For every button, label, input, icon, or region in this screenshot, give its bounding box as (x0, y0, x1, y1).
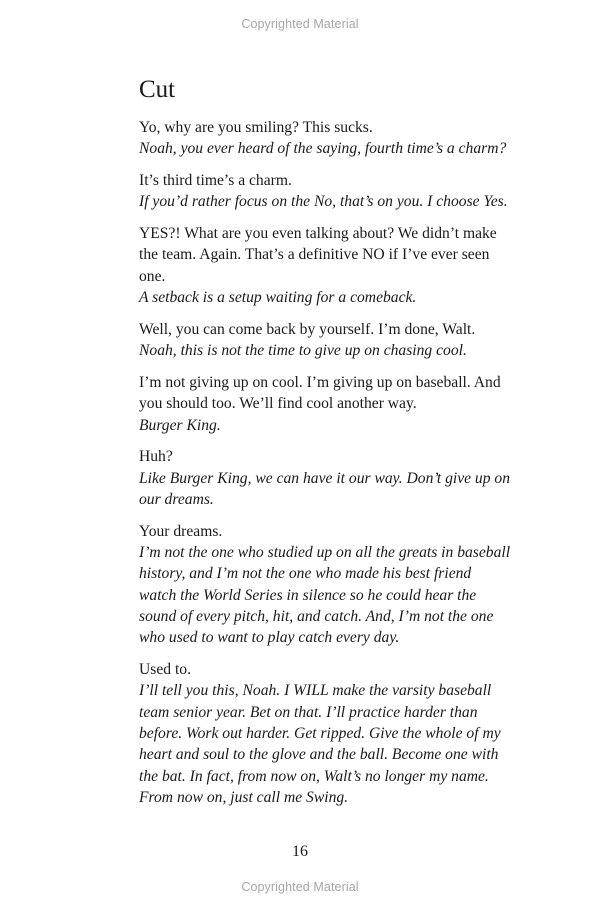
walt-line: A setback is a setup waiting for a comeback. (139, 289, 417, 307)
dialogue-exchange (139, 117, 511, 160)
noah-line: It’s third time’s a charm. (139, 172, 292, 190)
copyright-watermark-top: Copyrighted Material (241, 17, 359, 31)
noah-line: Well, you can come back by yourself. I’m done, Walt. (139, 320, 476, 338)
walt-line: I’m not the one who studied up on all the greats in baseball history, and I’m not the one who made his best friend watch the World Series in silence so he could hear the sound of every pitch, hit, and catch. And, I’m not the one who used to want to play catch every day. (139, 544, 511, 647)
chapter-title: Cut (139, 76, 176, 103)
copyright-watermark-bottom: Copyrighted Material (241, 880, 359, 894)
dialogue-exchange (139, 170, 511, 213)
dialogue-exchange (139, 521, 511, 649)
walt-line: Burger King. (139, 416, 221, 434)
dialogue-exchange (139, 372, 511, 436)
walt-line: Noah, you ever heard of the saying, fourth time’s a charm? (139, 140, 507, 158)
noah-line: Your dreams. (139, 522, 223, 540)
dialogue-exchange (139, 223, 511, 308)
walt-line: If you’d rather focus on the No, that’s on you. I choose Yes. (139, 193, 508, 211)
walt-line: Like Burger King, we can have it our way. Don’t give up on our dreams. (139, 469, 511, 508)
dialogue-exchange (139, 446, 511, 510)
noah-line: Huh? (139, 448, 173, 466)
page-number: 16 (292, 843, 308, 860)
dialogue-body (139, 117, 511, 819)
noah-line: Used to. (139, 661, 191, 679)
walt-line: I’ll tell you this, Noah. I WILL make the varsity baseball team senior year. Bet on that. I’ll practice harder than before. Work out harder. Get ripped. Give the whole of my heart and soul to the glove and the ball. Become one with the bat. In fact, from now on, Walt’s no longer my name. From now on, just call me Swing. (139, 682, 501, 806)
noah-line: I’m not giving up on cool. I’m giving up on baseball. And you should too. We’ll find cool another way. (139, 373, 501, 413)
dialogue-exchange (139, 319, 511, 362)
walt-line: Noah, this is not the time to give up on chasing cool. (139, 342, 467, 360)
noah-line: YES?! What are you even talking about? We didn’t make the team. Again. That’s a definitive NO if I’ve ever seen one. (139, 225, 497, 285)
dialogue-exchange (139, 659, 511, 808)
noah-line: Yo, why are you smiling? This sucks. (139, 119, 373, 136)
